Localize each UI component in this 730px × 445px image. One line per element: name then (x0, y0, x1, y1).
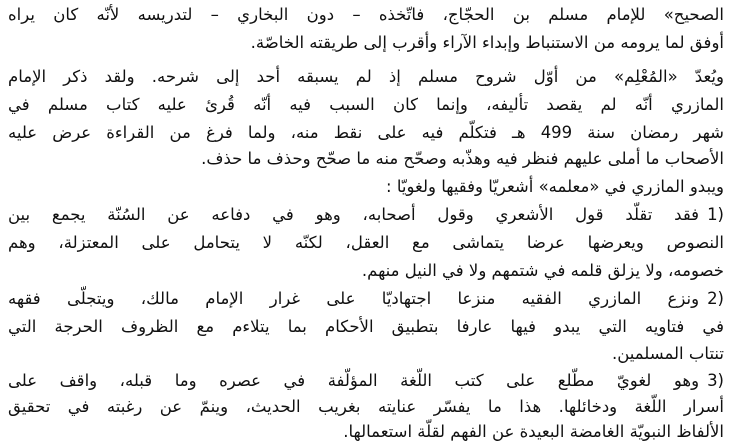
list-item-line: تنتاب المسلمين. (611, 344, 724, 363)
list-item-line: النصوص ويعرضها عرضا يتماشى مع العقل، لكنّه لا يتحامل على المعتزلة، وهم (8, 233, 724, 252)
list-item-number: 2) (707, 289, 724, 308)
paragraph-line: الصحيح» للإمام مسلم بن الحجّاج، فاتّخذه – دون البخاري – لتدريسه لأنّه كان يراه (8, 5, 724, 24)
list-item-line: الألفاظ النبويّة الغامضة البعيدة عن الفهم لقلّة استعمالها. (343, 422, 724, 441)
paragraph-line: ويُعدّ «المُعْلِم» من أوّل شروح مسلم إذ لم يسبقه أحد إلى شرحه. ولقد ذكر الإمام (8, 67, 724, 86)
paragraph-line: أوفق لما يرومه من الاستنباط وإبداء الآراء وأقرب إلى طريقته الخاصّة. (250, 33, 724, 52)
list-item-line: أسرار اللّغة ودخائلها. هذا ما يفسّر عنايته بغريب الحديث، وينمّ عن رغبته في تحقيق (8, 397, 724, 416)
list-item-text: فقد تقلّد قول الأشعري وقول أصحابه، وهو في دفاعه عن السُنّة يجمع بين (8, 205, 700, 224)
list-item-line: خصومه، ولا يزلق قلمه في شتمهم ولا في النيل منهم. (361, 261, 724, 280)
list-item-first-line (8, 368, 724, 394)
list-item-number: 1) (707, 205, 724, 224)
list-item-first-line (8, 202, 724, 228)
paragraph-line: ويبدو المازري في «معلمه» أشعريّا وفقيها ولغويّا : (386, 177, 724, 196)
list-item-text: ونزع المازري الفقيه منزعا اجتهاديّا على غرار الإمام مالك، ويتجلّى فقهه (8, 289, 700, 308)
paragraph-line: المازري أنّه لم يقصد تأليفه، وإنما كان السبب فيه أنّه قُرئ عليه كتاب مسلم في (8, 95, 724, 114)
paragraph-line: الأصحاب ما أملى عليهم فنظر فيه وهذّبه وصحّح منه ما صحّح وحذف ما حذف. (201, 149, 724, 168)
list-item-line: في فتاويه التي يبدو فيها عارفا بتطبيق الأحكام بما يتلاءم مع الظروف الحرجة التي (8, 317, 724, 336)
list-item-first-line (8, 286, 724, 312)
paragraph-line: شهر رمضان سنة 499 هـ فتكلّم فيه على نقط منه، ولما فرغ من القراءة عرض عليه (8, 123, 724, 142)
list-item-text: وهو لغويّ مطّلع على كتب اللّغة المؤلّفة في عصره وما قبله، واقف على (8, 371, 700, 390)
list-item-number: 3) (707, 371, 724, 390)
